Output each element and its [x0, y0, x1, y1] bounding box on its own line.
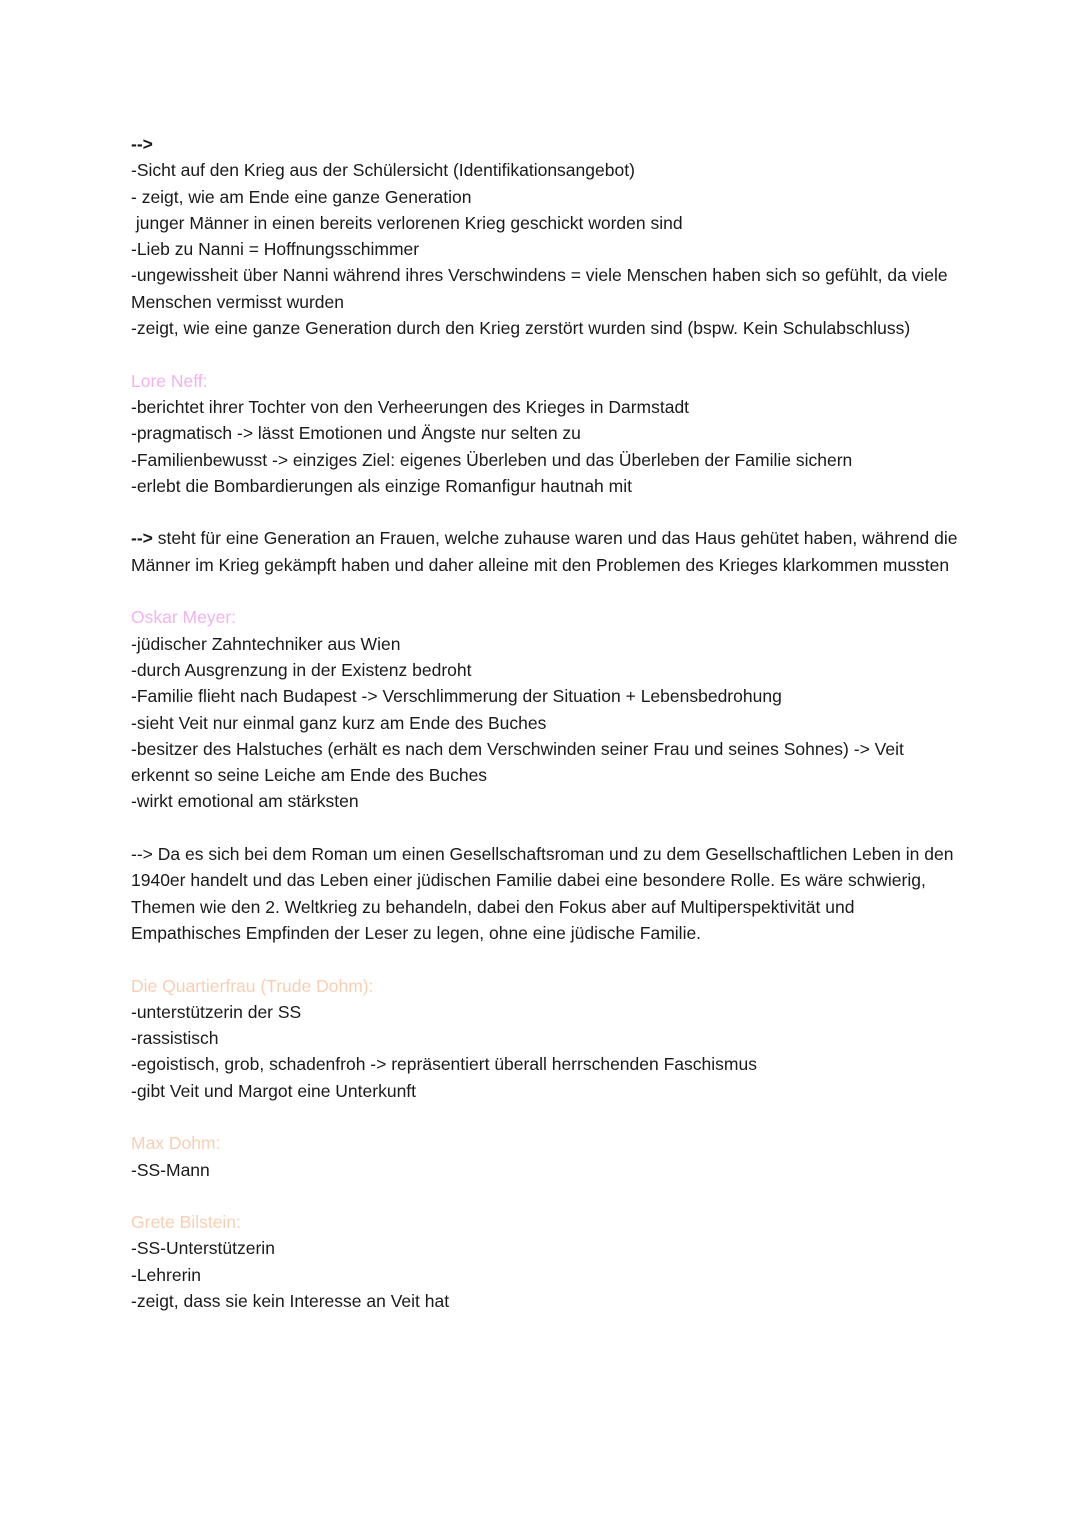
list-item: -SS-Unterstützerin [131, 1238, 275, 1259]
list-item: -rassistisch [131, 1028, 219, 1049]
list-item: -egoistisch, grob, schadenfroh -> repräsentiert überall herrschenden Faschismus [131, 1054, 757, 1075]
spacer [131, 815, 961, 841]
list-item: -Lehrerin [131, 1264, 202, 1285]
spacer [131, 578, 961, 604]
list-item: -erlebt die Bombardierungen als einzige Romanfigur hautnah mit [131, 475, 632, 496]
list-item: -Familie flieht nach Budapest -> Verschlimmerung der Situation + Lebensbedrohung [131, 686, 782, 707]
list-item: -pragmatisch -> lässt Emotionen und Ängste nur selten zu [131, 423, 581, 444]
spacer [131, 499, 961, 525]
section-grete-bilstein [131, 1209, 961, 1314]
section-heading: Oskar Meyer: [131, 607, 237, 628]
section-lore-neff [131, 368, 961, 578]
section-trude-dohm [131, 973, 961, 1104]
section-max-dohm [131, 1130, 961, 1183]
section-heading: Lore Neff: [131, 370, 208, 391]
list-item: -berichtet ihrer Tochter von den Verheerungen des Krieges in Darmstadt [131, 396, 690, 417]
summary-text: steht für eine Generation an Frauen, welche zuhause waren und das Haus gehütet haben, während die Männer im Krieg gekämpft haben und daher alleine mit den Problemen des Krieges klarkommen mussten [131, 528, 958, 575]
document-page [131, 131, 961, 1314]
list-item: -Familienbewusst -> einziges Ziel: eigenes Überleben und das Überleben der Familie sichern [131, 449, 853, 470]
arrow-marker: --> [131, 134, 153, 154]
summary-paragraph: --> Da es sich bei dem Roman um einen Gesellschaftsroman und zu dem Gesellschaftlichen Leben in den 1940er handelt und das Leben einer jüdischen Familie dabei eine besondere Rolle. Es wäre schwierig, Themen wie den 2. Weltkrieg zu behandeln, dabei den Fokus aber auf Multiperspektivität und Empathisches Empfinden der Leser zu legen, ohne eine jüdische Familie. [131, 844, 954, 943]
spacer [131, 341, 961, 367]
list-item: -SS-Mann [131, 1159, 210, 1180]
list-item: -besitzer des Halstuches (erhält es nach dem Verschwinden seiner Frau und seines Sohnes) -> Veit erkennt so seine Leiche am Ende des Buches [131, 738, 904, 786]
list-item: -gibt Veit und Margot eine Unterkunft [131, 1080, 417, 1101]
summary-paragraph [131, 525, 961, 578]
section-oskar-meyer [131, 604, 961, 946]
list-item: - zeigt, wie am Ende eine ganze Generation [131, 186, 472, 207]
list-item: junger Männer in einen bereits verlorenen Krieg geschickt worden sind [131, 212, 683, 233]
list-item: -unterstützerin der SS [131, 1001, 302, 1022]
section-heading: Max Dohm: [131, 1133, 221, 1154]
list-item: -ungewissheit über Nanni während ihres Verschwindens = viele Menschen haben sich so gefühlt, da viele Menschen vermisst wurden [131, 265, 948, 312]
list-item: -durch Ausgrenzung in der Existenz bedroht [131, 659, 472, 680]
list-item: -jüdischer Zahntechniker aus Wien [131, 633, 401, 654]
list-item: -Lieb zu Nanni = Hoffnungsschimmer [131, 239, 420, 260]
list-item: -sieht Veit nur einmal ganz kurz am Ende des Buches [131, 712, 547, 733]
arrow-marker: --> [131, 528, 153, 549]
spacer [131, 1104, 961, 1130]
spacer [131, 946, 961, 972]
section-heading: Grete Bilstein: [131, 1212, 241, 1233]
list-item: -zeigt, wie eine ganze Generation durch den Krieg zerstört wurden sind (bspw. Kein Schulabschluss) [131, 318, 911, 339]
list-item: -wirkt emotional am stärksten [131, 791, 359, 812]
spacer [131, 1183, 961, 1209]
section-heading: Die Quartierfrau (Trude Dohm): [131, 975, 374, 996]
list-item: -zeigt, dass sie kein Interesse an Veit hat [131, 1291, 450, 1312]
list-item: -Sicht auf den Krieg aus der Schülersicht (Identifikationsangebot) [131, 160, 635, 181]
section-intro [131, 131, 961, 341]
